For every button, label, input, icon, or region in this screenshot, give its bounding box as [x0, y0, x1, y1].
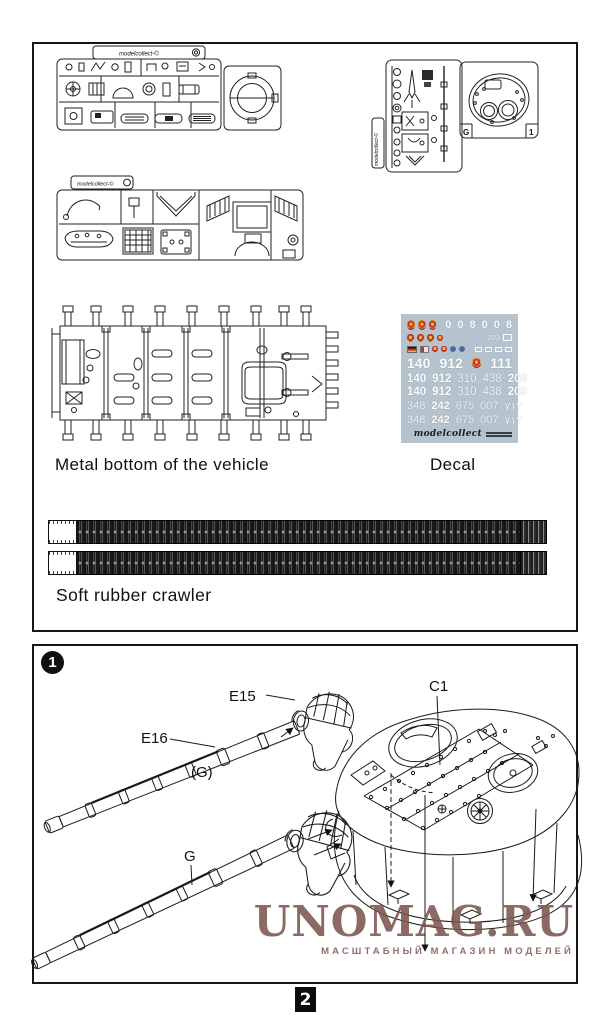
decal-number: 111 — [490, 355, 513, 372]
decal-row-emblems-2 — [407, 333, 512, 343]
decal-row-emblems-1 — [407, 319, 512, 331]
decal-number-row — [407, 414, 523, 427]
sprue-brand-label: modelcollect-© — [77, 181, 114, 188]
decal-number: 912 — [432, 372, 452, 385]
track-end-cap — [48, 551, 77, 575]
crawler-label: Soft rubber crawler — [56, 585, 212, 605]
decal-row-emblems-3 — [407, 345, 512, 354]
decal-number: 140 — [407, 372, 427, 385]
box-decal-icon — [503, 334, 512, 341]
decal-digit: 0 — [445, 319, 452, 331]
decal-number: 140 — [407, 355, 431, 372]
decal-number: 348 — [407, 400, 426, 413]
crest-emblem-icon — [427, 334, 434, 342]
decal-number: 203 — [487, 333, 500, 343]
decal-number-row — [407, 400, 523, 413]
decal-number: 912 — [439, 355, 463, 372]
page-number — [295, 987, 316, 1012]
decal-number-row — [407, 372, 527, 385]
track-end-connector — [520, 520, 547, 544]
decal-number: 675 — [455, 400, 475, 413]
metal-bottom-diagram — [46, 298, 340, 448]
decal-arabic-number: ٧١٢ — [504, 400, 523, 413]
decal-number-row — [407, 386, 527, 399]
step1-assembly-diagram — [33, 643, 579, 985]
small-decal-mark — [475, 347, 482, 352]
decal-number: 438 — [482, 386, 502, 399]
decal-footer-fineprint — [486, 432, 512, 437]
decal-number: 438 — [482, 372, 502, 385]
decal-number: 675 — [455, 414, 475, 427]
label-g-paren: (G) — [191, 764, 213, 781]
decal-arabic-number: ٧١٢ — [504, 414, 523, 427]
crest-emblem-icon — [417, 334, 424, 342]
step-number: 1 — [48, 654, 57, 671]
label-g: G — [184, 848, 196, 865]
decal-digit: 0 — [493, 319, 500, 331]
decal-number: 242 — [431, 400, 450, 413]
crest-emblem-icon — [418, 320, 426, 330]
crest-emblem-icon — [437, 335, 443, 341]
track-end-cap — [48, 520, 77, 544]
flag-icon — [420, 346, 429, 353]
rubber-track-top — [48, 520, 547, 544]
decal-number: 007 — [480, 414, 499, 427]
small-decal-mark — [495, 347, 502, 352]
german-flag-icon — [407, 346, 417, 353]
decal-number-row — [407, 356, 512, 371]
decal-digit: 0 — [457, 319, 464, 331]
crest-emblem-icon — [429, 320, 437, 330]
sprue-frame-number: 1 — [529, 128, 534, 137]
decal-label: Decal — [430, 455, 476, 474]
crest-emblem-icon — [441, 346, 447, 352]
metal-bottom-label: Metal bottom of the vehicle — [55, 455, 269, 474]
track-end-connector — [520, 551, 547, 575]
decal-number: 912 — [432, 386, 452, 399]
decal-number: 310 — [457, 386, 477, 399]
decal-number: 140 — [407, 386, 427, 399]
sprue-frame-letter: G — [463, 128, 470, 137]
watermark-subtitle: МАСШТАБНЫЙ МАГАЗИН МОДЕЛЕЙ — [321, 946, 574, 957]
decal-sheet — [401, 314, 527, 443]
sprue-c-diagram — [372, 56, 542, 176]
crest-emblem-icon — [407, 334, 414, 342]
label-c1: C1 — [429, 678, 449, 695]
decal-number: 007 — [480, 400, 499, 413]
decal-number: 310 — [457, 372, 477, 385]
crest-emblem-icon — [472, 358, 481, 368]
rubber-track-bottom — [48, 551, 547, 575]
decal-number: 203 — [507, 386, 527, 399]
crest-emblem-icon — [407, 320, 415, 330]
decal-digit: 8 — [469, 319, 476, 331]
sprue-b-diagram — [57, 176, 303, 262]
decal-digit: 8 — [505, 319, 512, 331]
sprue-brand-label: modelcollect-© — [119, 51, 159, 58]
decal-digit: 0 — [481, 319, 488, 331]
roundel-icon — [450, 346, 456, 352]
decal-number: 203 — [507, 372, 527, 385]
label-e16: E16 — [141, 730, 168, 747]
sprue-brand-label-vertical: modelcollect-© — [374, 132, 380, 166]
label-e15: E15 — [229, 688, 256, 705]
small-decal-mark — [505, 347, 512, 352]
decal-footer — [407, 428, 512, 440]
small-decal-mark — [485, 347, 492, 352]
modelcollect-logo: modelcollect — [413, 429, 482, 439]
sprue-a-diagram — [57, 46, 281, 132]
decal-number: 242 — [431, 414, 450, 427]
roundel-icon — [459, 346, 465, 352]
crest-emblem-icon — [432, 346, 438, 352]
page-number-text: 2 — [299, 989, 312, 1010]
watermark-title: UNOMAG.RU — [253, 897, 574, 946]
decal-number: 348 — [407, 414, 426, 427]
